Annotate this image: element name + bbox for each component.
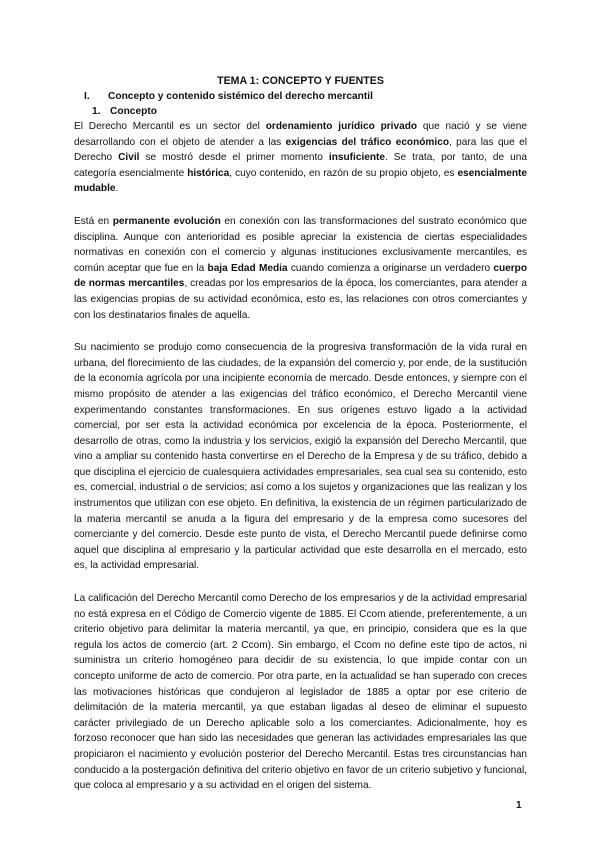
subsection-title: Concepto <box>110 106 157 117</box>
section-number: I. <box>84 91 90 102</box>
paragraph-4: La calificación del Derecho Mercantil como Derecho de los empresarios y de la actividad empresarial no está expresa en el Código de Comercio vigente de 1885. El Ccom atiende, preferentemente, a un criterio objetivo para delimitar la materia mercantil, ya que, en principio, considera que es la que regula los actos de comercio (art. 2 Ccom). Sin embargo, el Ccom no define este tipo de actos, ni suministra un criterio homogéneo para decidir de su existencia, lo que impide contar con un concepto uniforme de acto de comercio. Por otra parte, en la actualidad se han superado con creces las motivaciones históricas que condujeron al legislador de 1885 a optar por ese criterio de delimitación de la materia mercantil, ya que estaban ligadas al deseo de eliminar el supuesto carácter privilegiado de un Derecho aplicable solo a los comerciantes. Adicionalmente, hoy es forzoso reconocer que han sido las necesidades que generan las actividades empresariales las que propiciaron el nacimiento y evolución posterior del Derecho Mercantil. Estas tres circunstancias han conducido a la postergación definitiva del criterio objetivo en favor de un criterio subjetivo y funcional, que coloca al empresario y a su actividad en el origen del sistema. <box>74 593 527 792</box>
subsection-number: 1. <box>92 106 101 117</box>
subsection-heading <box>74 104 527 119</box>
page-number: 1 <box>516 800 522 811</box>
section-title: Concepto y contenido sistémico del derecho mercantil <box>108 91 373 102</box>
paragraph-2: Está en permanente evolución en conexión con las transformaciones del sustrato económico que disciplina. Aunque con anterioridad es posible apreciar la existencia de ciertas especialidades normativas en conexión con el comercio y algunas instituciones exclusivamente mercantiles, es común aceptar que fue en la baja Edad Media cuando comienza a originarse un verdadero cuerpo de normas mercantiles, creadas por los empresarios de la época, los comerciantes, para atender a las exigencias propias de su actividad económica, esto es, las relaciones con otros comerciantes y con los destinatarios finales de aquella. <box>74 215 528 321</box>
section-heading <box>74 89 527 104</box>
paragraph-3: Su nacimiento se produjo como consecuencia de la progresiva transformación de la vida rural en urbana, del florecimiento de las ciudades, de la expansión del comercio y, por ende, de la sustitución de la economía agrícola por una incipiente economía de mercado. Desde entonces, y siempre con el mismo propósito de atender a las exigencias del tráfico económico, el Derecho Mercantil viene experimentando constantes transformaciones. En sus orígenes estuvo ligado a la actividad comercial, por ser esta la actividad económica por excelencia de la época. Posteriormente, el desarrollo de otras, como la industria y los servicios, exigió la expansión del Derecho Mercantil, que vino a ampliar su contenido hasta convertirse en el Derecho de la Empresa y de su tráfico, debido a que disciplina el ejercicio de cualesquiera actividades empresariales, sea cual sea su contenido, esto es, comercial, industrial o de servicios; así como a los sujetos y organizaciones que las realizan y los instrumentos que utilizan con ese objeto. En definitiva, la existencia de un régimen particularizado de la materia mercantil se anuda a la figura del empresario y de la empresa como sucesores del comerciante y del comercio. Desde este punto de vista, el Derecho Mercantil puede definirse como aquel que disciplina al empresario y la particular actividad que este desarrolla en el mercado, esto es, la actividad empresarial. <box>74 342 527 572</box>
page-body <box>74 74 527 794</box>
paragraph-1: El Derecho Mercantil es un sector del ordenamiento jurídico privado que nació y se viene desarrollando con el objeto de atender a las exigencias del tráfico económico, para las que el Derecho Civil se mostró desde el primer momento insuficiente. Se trata, por tanto, de una categoría esencialmente histórica, cuyo contenido, en razón de su propio objeto, es esencialmente mudable. <box>74 121 528 195</box>
page-title: TEMA 1: CONCEPTO Y FUENTES <box>217 75 384 87</box>
